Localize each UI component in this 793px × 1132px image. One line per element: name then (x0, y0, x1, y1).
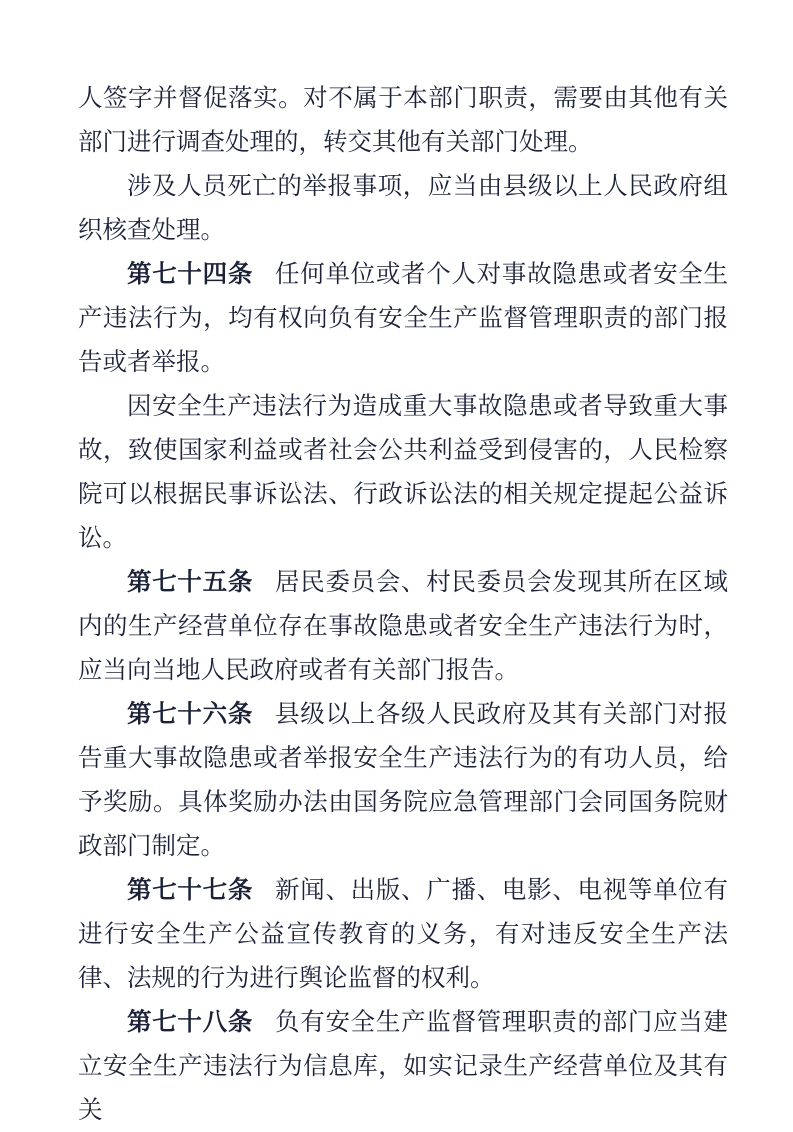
article-label: 第七十五条 (127, 567, 254, 596)
paragraph-text: 县级以上各级人民政府及其有关部门对报告重大事故隐患或者举报安全生产违法行为的有功人员，给予奖励。具体奖励办法由国务院应急管理部门会同国务院财政部门制定。 (78, 699, 729, 860)
article-78 (78, 1000, 728, 1132)
article-74 (78, 252, 728, 384)
paragraph-text: 因安全生产违法行为造成重大事故隐患或者导致重大事故，致使国家利益或者社会公共利益受到侵害的，人民检察院可以根据民事诉讼法、行政诉讼法的相关规定提起公益诉讼。 (78, 391, 728, 552)
paragraph-text: 新闻、出版、广播、电影、电视等单位有进行安全生产公益宣传教育的义务，有对违反安全生产法律、法规的行为进行舆论监督的权利。 (78, 875, 729, 992)
document-page (78, 76, 728, 1132)
paragraph-text: 负有安全生产监督管理职责的部门应当建立安全生产违法行为信息库，如实记录生产经营单位及其有关 (78, 1007, 729, 1124)
article-76 (78, 692, 728, 868)
article-label: 第七十四条 (127, 259, 254, 288)
article-label: 第七十八条 (127, 1007, 254, 1036)
paragraph-1 (78, 76, 728, 164)
article-75 (78, 560, 728, 692)
article-label: 第七十六条 (127, 699, 254, 728)
paragraph-text: 任何单位或者个人对事故隐患或者安全生产违法行为，均有权向负有安全生产监督管理职责的部门报告或者举报。 (78, 259, 729, 376)
paragraph-2 (78, 164, 728, 252)
article-77 (78, 868, 728, 1000)
paragraph-text: 涉及人员死亡的举报事项，应当由县级以上人民政府组织核查处理。 (78, 171, 728, 244)
paragraph-4 (78, 384, 728, 560)
paragraph-text: 人签字并督促落实。对不属于本部门职责，需要由其他有关部门进行调查处理的，转交其他有关部门处理。 (78, 83, 728, 156)
article-label: 第七十七条 (127, 875, 254, 904)
paragraph-text: 居民委员会、村民委员会发现其所在区域内的生产经营单位存在事故隐患或者安全生产违法行为时，应当向当地人民政府或者有关部门报告。 (78, 567, 729, 684)
